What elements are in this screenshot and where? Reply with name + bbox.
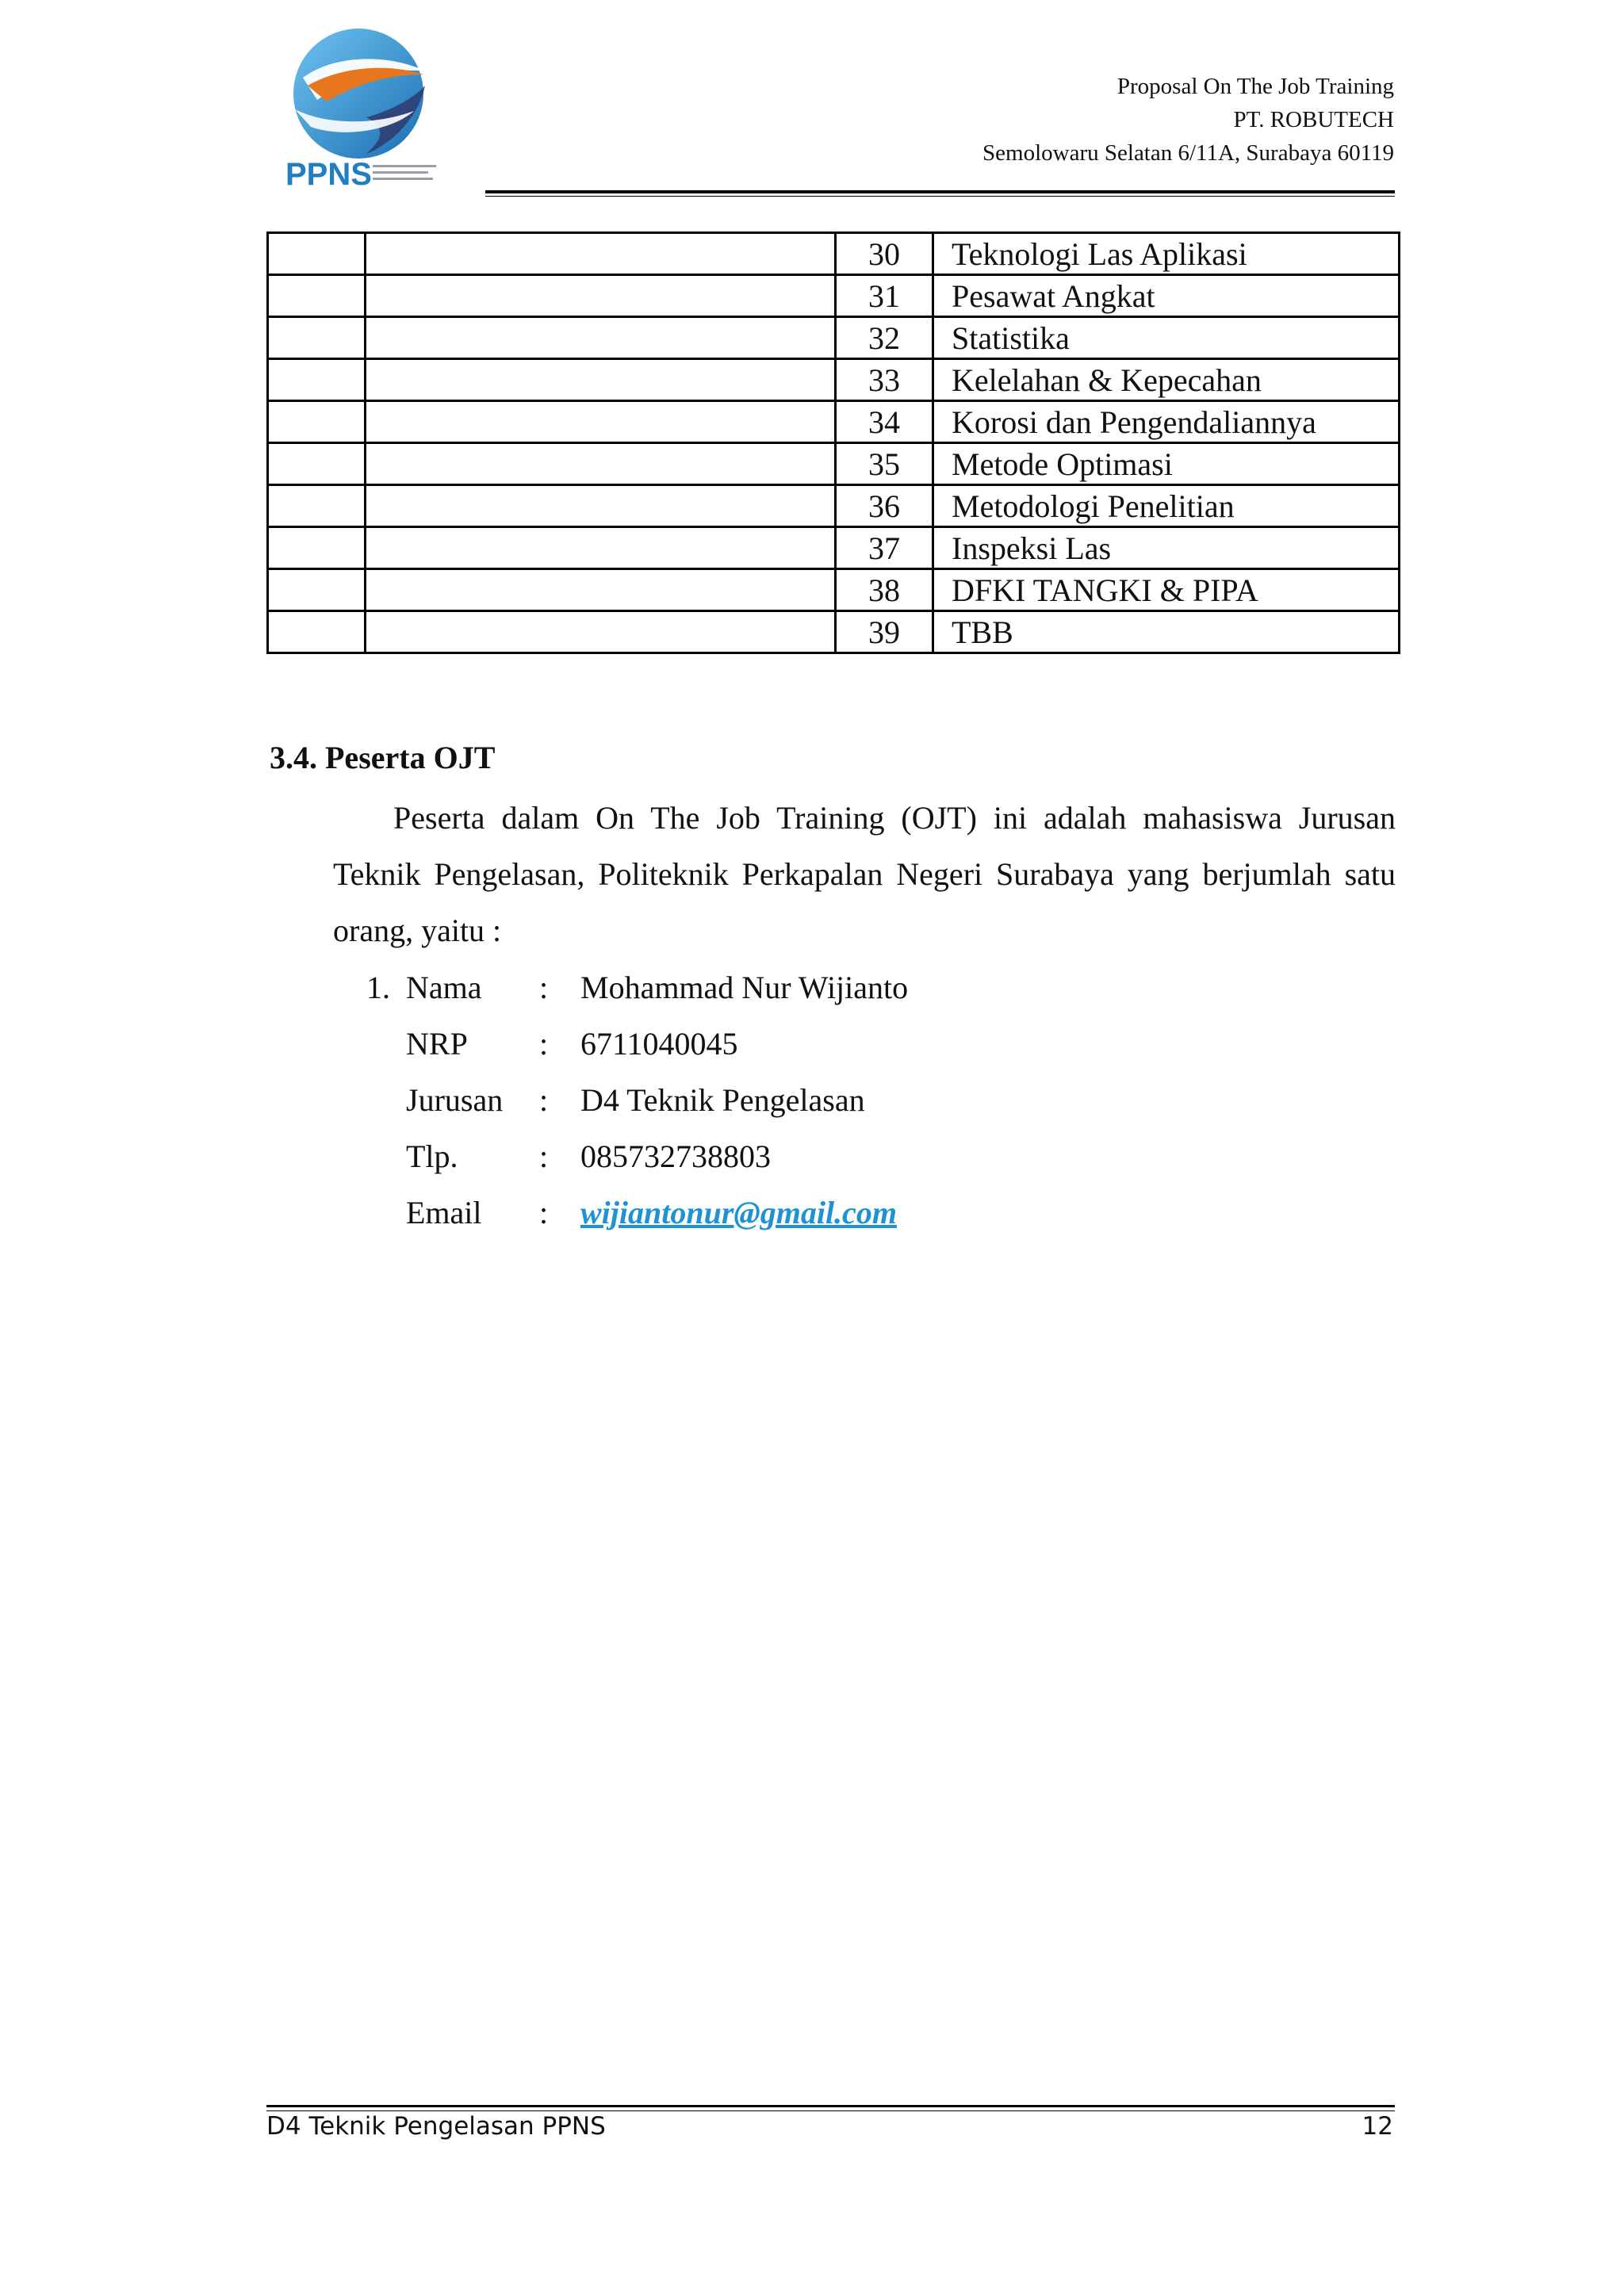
course-number: 33 — [836, 359, 933, 401]
empty-cell — [366, 485, 836, 527]
empty-cell — [268, 233, 366, 275]
tel-value: 085732738803 — [580, 1138, 771, 1174]
course-name: Korosi dan Pengendaliannya — [933, 401, 1400, 443]
course-name: Statistika — [933, 317, 1400, 359]
course-name: Metode Optimasi — [933, 443, 1400, 485]
colon: : — [539, 1195, 549, 1230]
footer-rule-thin — [266, 2110, 1395, 2111]
course-name: Metodologi Penelitian — [933, 485, 1400, 527]
section-paragraph: Peserta dalam On The Job Training (OJT) ini adalah mahasiswa Jurusan Teknik Pengelasan, Politeknik Perkapalan Negeri Surabaya yang berjumlah satu orang, yaitu : — [333, 800, 1396, 948]
course-number: 39 — [836, 611, 933, 653]
ppns-logo — [279, 22, 462, 197]
course-number: 35 — [836, 443, 933, 485]
header-address: Semolowaru Selatan 6/11A, Surabaya 60119 — [982, 140, 1394, 166]
name-label: Nama — [406, 970, 482, 1005]
list-number: 1. — [366, 970, 390, 1005]
empty-cell — [268, 527, 366, 569]
course-table-body — [268, 233, 1400, 653]
empty-cell — [366, 443, 836, 485]
course-number: 36 — [836, 485, 933, 527]
table-row — [268, 611, 1400, 653]
colon: : — [539, 970, 549, 1005]
course-table — [266, 232, 1400, 654]
empty-cell — [268, 569, 366, 611]
page-number: 12 — [1362, 2112, 1393, 2141]
table-row — [268, 275, 1400, 317]
empty-cell — [268, 401, 366, 443]
colon: : — [539, 1138, 549, 1174]
empty-cell — [268, 485, 366, 527]
name-value: Mohammad Nur Wijianto — [580, 970, 909, 1005]
course-name: Pesawat Angkat — [933, 275, 1400, 317]
nrp-value: 6711040045 — [580, 1026, 738, 1062]
header-title: Proposal On The Job Training — [1116, 74, 1394, 99]
table-row — [268, 359, 1400, 401]
course-number: 31 — [836, 275, 933, 317]
course-name: DFKI TANGKI & PIPA — [933, 569, 1400, 611]
table-row — [268, 317, 1400, 359]
empty-cell — [366, 611, 836, 653]
course-name: Kelelahan & Kepecahan — [933, 359, 1400, 401]
header-rule-thin — [485, 196, 1395, 197]
empty-cell — [268, 443, 366, 485]
dept-value: D4 Teknik Pengelasan — [580, 1082, 865, 1118]
course-number: 32 — [836, 317, 933, 359]
course-number: 37 — [836, 527, 933, 569]
tel-label: Tlp. — [406, 1138, 458, 1174]
course-number: 34 — [836, 401, 933, 443]
footer-rule — [266, 2105, 1395, 2107]
footer-label: D4 Teknik Pengelasan PPNS — [266, 2112, 606, 2141]
empty-cell — [268, 275, 366, 317]
dept-label: Jurusan — [406, 1082, 504, 1118]
email-label: Email — [406, 1195, 482, 1230]
table-row — [268, 569, 1400, 611]
empty-cell — [366, 275, 836, 317]
document-header — [982, 70, 1394, 170]
table-row — [268, 527, 1400, 569]
empty-cell — [366, 359, 836, 401]
email-link[interactable]: wijiantonur@gmail.com — [580, 1195, 897, 1230]
table-row — [268, 443, 1400, 485]
course-name: Teknologi Las Aplikasi — [933, 233, 1400, 275]
course-name: TBB — [933, 611, 1400, 653]
ppns-logo-mark — [279, 22, 462, 197]
nrp-label: NRP — [406, 1026, 468, 1062]
colon: : — [539, 1026, 549, 1062]
course-name: Inspeksi Las — [933, 527, 1400, 569]
empty-cell — [366, 317, 836, 359]
table-row — [268, 233, 1400, 275]
table-row — [268, 401, 1400, 443]
empty-cell — [268, 359, 366, 401]
header-rule — [485, 190, 1395, 193]
empty-cell — [366, 401, 836, 443]
empty-cell — [366, 527, 836, 569]
course-number: 30 — [836, 233, 933, 275]
header-company: PT. ROBUTECH — [1233, 107, 1394, 132]
empty-cell — [268, 611, 366, 653]
empty-cell — [366, 569, 836, 611]
course-number: 38 — [836, 569, 933, 611]
empty-cell — [268, 317, 366, 359]
table-row — [268, 485, 1400, 527]
empty-cell — [366, 233, 836, 275]
section-heading: 3.4. Peserta OJT — [270, 740, 496, 775]
colon: : — [539, 1082, 549, 1118]
logo-wordmark: PPNS — [285, 157, 372, 192]
